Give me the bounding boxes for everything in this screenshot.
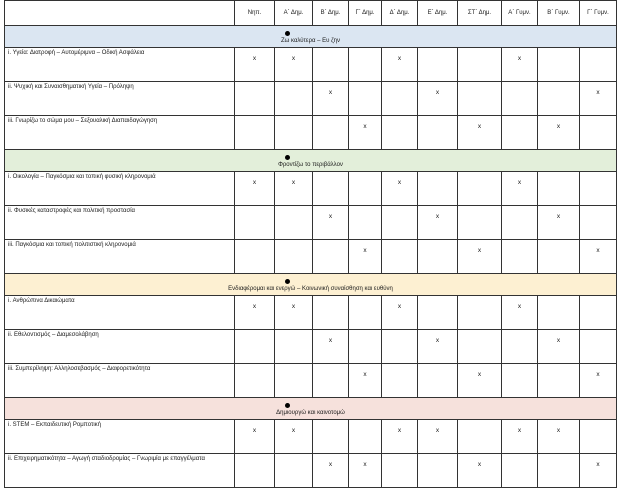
mark-cell bbox=[235, 240, 275, 274]
mark-cell: x bbox=[382, 172, 418, 206]
mark-cell: x bbox=[418, 330, 458, 364]
mark-cell bbox=[313, 116, 349, 150]
mark-cell: x bbox=[235, 172, 275, 206]
mark-cell bbox=[313, 48, 349, 82]
column-header: Α΄ Δημ. bbox=[275, 1, 313, 26]
mark-cell bbox=[349, 330, 382, 364]
column-header: Γ΄ Γυμν. bbox=[580, 1, 617, 26]
row-label: ii. Εθελοντισμός – Διαμεσολάβηση bbox=[5, 330, 235, 364]
table-row bbox=[5, 296, 617, 330]
section-header-row bbox=[5, 274, 617, 296]
mark-cell: x bbox=[275, 172, 313, 206]
mark-cell: x bbox=[502, 420, 538, 454]
mark-cell: x bbox=[418, 206, 458, 240]
header-corner bbox=[5, 1, 235, 26]
mark-cell: x bbox=[382, 48, 418, 82]
row-label: i. STEM – Εκπαιδευτική Ρομποτική bbox=[5, 420, 235, 454]
bullet-icon bbox=[285, 403, 290, 408]
mark-cell bbox=[382, 330, 418, 364]
mark-cell bbox=[275, 82, 313, 116]
bullet-icon bbox=[285, 279, 290, 284]
mark-cell: x bbox=[580, 364, 617, 398]
section-header-cell bbox=[5, 150, 617, 172]
mark-cell bbox=[458, 82, 502, 116]
column-header: Νηπ. bbox=[235, 1, 275, 26]
table-row bbox=[5, 48, 617, 82]
section-header-cell bbox=[5, 26, 617, 48]
section-header-cell bbox=[5, 274, 617, 296]
mark-cell: x bbox=[458, 364, 502, 398]
section-header-row bbox=[5, 150, 617, 172]
mark-cell bbox=[382, 116, 418, 150]
mark-cell bbox=[458, 330, 502, 364]
mark-cell bbox=[349, 206, 382, 240]
mark-cell bbox=[538, 296, 580, 330]
mark-cell: x bbox=[313, 454, 349, 488]
mark-cell: x bbox=[418, 82, 458, 116]
mark-cell: x bbox=[458, 116, 502, 150]
row-label: iii. Συμπερίληψη: Αλληλοσεβασμός – Διαφορετικότητα bbox=[5, 364, 235, 398]
table-row bbox=[5, 240, 617, 274]
mark-cell: x bbox=[349, 240, 382, 274]
mark-cell: x bbox=[313, 206, 349, 240]
mark-cell bbox=[275, 364, 313, 398]
mark-cell: x bbox=[235, 296, 275, 330]
column-header: ΣΤ΄ Δημ. bbox=[458, 1, 502, 26]
mark-cell: x bbox=[275, 296, 313, 330]
mark-cell bbox=[538, 82, 580, 116]
mark-cell bbox=[502, 454, 538, 488]
mark-cell bbox=[275, 206, 313, 240]
table-body bbox=[5, 26, 617, 488]
section-title: Δημιουργώ και καινοτομώ bbox=[276, 409, 345, 416]
mark-cell: x bbox=[580, 454, 617, 488]
mark-cell: x bbox=[349, 116, 382, 150]
column-header: Γ΄ Δημ. bbox=[349, 1, 382, 26]
table-row bbox=[5, 454, 617, 488]
mark-cell bbox=[538, 48, 580, 82]
row-label: iii. Παγκόσμια και τοπική πολιτιστική κληρονομιά bbox=[5, 240, 235, 274]
section-header-row bbox=[5, 26, 617, 48]
mark-cell bbox=[502, 240, 538, 274]
section-header-cell bbox=[5, 398, 617, 420]
mark-cell bbox=[458, 296, 502, 330]
mark-cell: x bbox=[538, 206, 580, 240]
mark-cell bbox=[418, 48, 458, 82]
mark-cell: x bbox=[349, 364, 382, 398]
mark-cell bbox=[458, 206, 502, 240]
program-matrix-table bbox=[4, 0, 617, 488]
mark-cell bbox=[580, 330, 617, 364]
mark-cell bbox=[349, 82, 382, 116]
mark-cell: x bbox=[580, 82, 617, 116]
mark-cell bbox=[458, 48, 502, 82]
mark-cell bbox=[418, 364, 458, 398]
mark-cell: x bbox=[502, 172, 538, 206]
row-label: iii. Γνωρίζω το σώμα μου – Σεξουαλική Διαπαιδαγώγηση bbox=[5, 116, 235, 150]
mark-cell bbox=[580, 116, 617, 150]
mark-cell bbox=[382, 240, 418, 274]
column-header: Β΄ Γυμν. bbox=[538, 1, 580, 26]
section-title: Φροντίζω το περιβάλλον bbox=[278, 161, 343, 168]
mark-cell bbox=[538, 172, 580, 206]
mark-cell bbox=[382, 364, 418, 398]
mark-cell bbox=[502, 206, 538, 240]
mark-cell: x bbox=[538, 420, 580, 454]
header-row bbox=[5, 1, 617, 26]
table-row bbox=[5, 172, 617, 206]
bullet-icon bbox=[285, 155, 290, 160]
mark-cell bbox=[349, 48, 382, 82]
mark-cell bbox=[235, 116, 275, 150]
table-row bbox=[5, 330, 617, 364]
mark-cell bbox=[275, 454, 313, 488]
mark-cell bbox=[275, 116, 313, 150]
mark-cell bbox=[349, 296, 382, 330]
row-label: i. Υγεία: Διατροφή – Αυτομέριμνα – Οδική Ασφάλεια bbox=[5, 48, 235, 82]
column-header: Β΄ Δημ. bbox=[313, 1, 349, 26]
mark-cell bbox=[458, 172, 502, 206]
mark-cell: x bbox=[418, 420, 458, 454]
row-label: i. Ανθρώπινα Δικαιώματα bbox=[5, 296, 235, 330]
mark-cell: x bbox=[580, 240, 617, 274]
mark-cell: x bbox=[538, 116, 580, 150]
mark-cell bbox=[418, 172, 458, 206]
mark-cell bbox=[580, 48, 617, 82]
mark-cell: x bbox=[275, 48, 313, 82]
table-row bbox=[5, 82, 617, 116]
mark-cell bbox=[313, 240, 349, 274]
mark-cell bbox=[418, 454, 458, 488]
mark-cell bbox=[235, 82, 275, 116]
mark-cell bbox=[313, 172, 349, 206]
mark-cell bbox=[349, 172, 382, 206]
column-header: Α΄ Γυμν. bbox=[502, 1, 538, 26]
mark-cell: x bbox=[458, 454, 502, 488]
mark-cell: x bbox=[538, 330, 580, 364]
section-title: Ενδιαφέρομαι και ενεργώ – Κοινωνική συναίσθηση και ευθύνη bbox=[228, 285, 393, 292]
row-label: ii. Φυσικές καταστροφές και πολιτική προστασία bbox=[5, 206, 235, 240]
mark-cell: x bbox=[458, 240, 502, 274]
mark-cell bbox=[235, 364, 275, 398]
mark-cell bbox=[502, 116, 538, 150]
mark-cell bbox=[418, 116, 458, 150]
mark-cell bbox=[382, 206, 418, 240]
mark-cell bbox=[382, 454, 418, 488]
mark-cell bbox=[580, 206, 617, 240]
mark-cell bbox=[382, 82, 418, 116]
mark-cell bbox=[235, 454, 275, 488]
mark-cell bbox=[502, 82, 538, 116]
table-row bbox=[5, 364, 617, 398]
mark-cell: x bbox=[235, 48, 275, 82]
mark-cell bbox=[235, 206, 275, 240]
row-label: i. Οικολογία – Παγκόσμια και τοπική φυσική κληρονομιά bbox=[5, 172, 235, 206]
mark-cell: x bbox=[313, 82, 349, 116]
bullet-icon bbox=[285, 31, 290, 36]
mark-cell bbox=[538, 364, 580, 398]
mark-cell bbox=[538, 454, 580, 488]
mark-cell bbox=[313, 296, 349, 330]
mark-cell bbox=[275, 330, 313, 364]
mark-cell: x bbox=[235, 420, 275, 454]
mark-cell: x bbox=[502, 296, 538, 330]
mark-cell: x bbox=[382, 420, 418, 454]
mark-cell bbox=[502, 364, 538, 398]
table-row bbox=[5, 206, 617, 240]
column-header: Δ΄ Δημ. bbox=[382, 1, 418, 26]
row-label: ii. Επιχειρηματικότητα – Αγωγή σταδιοδρομίας – Γνωριμία με επαγγέλματα bbox=[5, 454, 235, 488]
mark-cell bbox=[538, 240, 580, 274]
mark-cell bbox=[580, 296, 617, 330]
mark-cell: x bbox=[349, 454, 382, 488]
mark-cell bbox=[418, 296, 458, 330]
mark-cell bbox=[313, 364, 349, 398]
mark-cell bbox=[275, 240, 313, 274]
mark-cell: x bbox=[313, 330, 349, 364]
row-label: ii. Ψυχική και Συναισθηματική Υγεία – Πρόληψη bbox=[5, 82, 235, 116]
table-row bbox=[5, 116, 617, 150]
mark-cell: x bbox=[275, 420, 313, 454]
column-header: Ε΄ Δημ. bbox=[418, 1, 458, 26]
mark-cell bbox=[580, 172, 617, 206]
mark-cell: x bbox=[502, 48, 538, 82]
section-title: Ζω καλύτερα – Ευ ζην bbox=[281, 37, 340, 44]
mark-cell bbox=[502, 330, 538, 364]
mark-cell: x bbox=[382, 296, 418, 330]
mark-cell bbox=[418, 240, 458, 274]
section-header-row bbox=[5, 398, 617, 420]
mark-cell bbox=[235, 330, 275, 364]
